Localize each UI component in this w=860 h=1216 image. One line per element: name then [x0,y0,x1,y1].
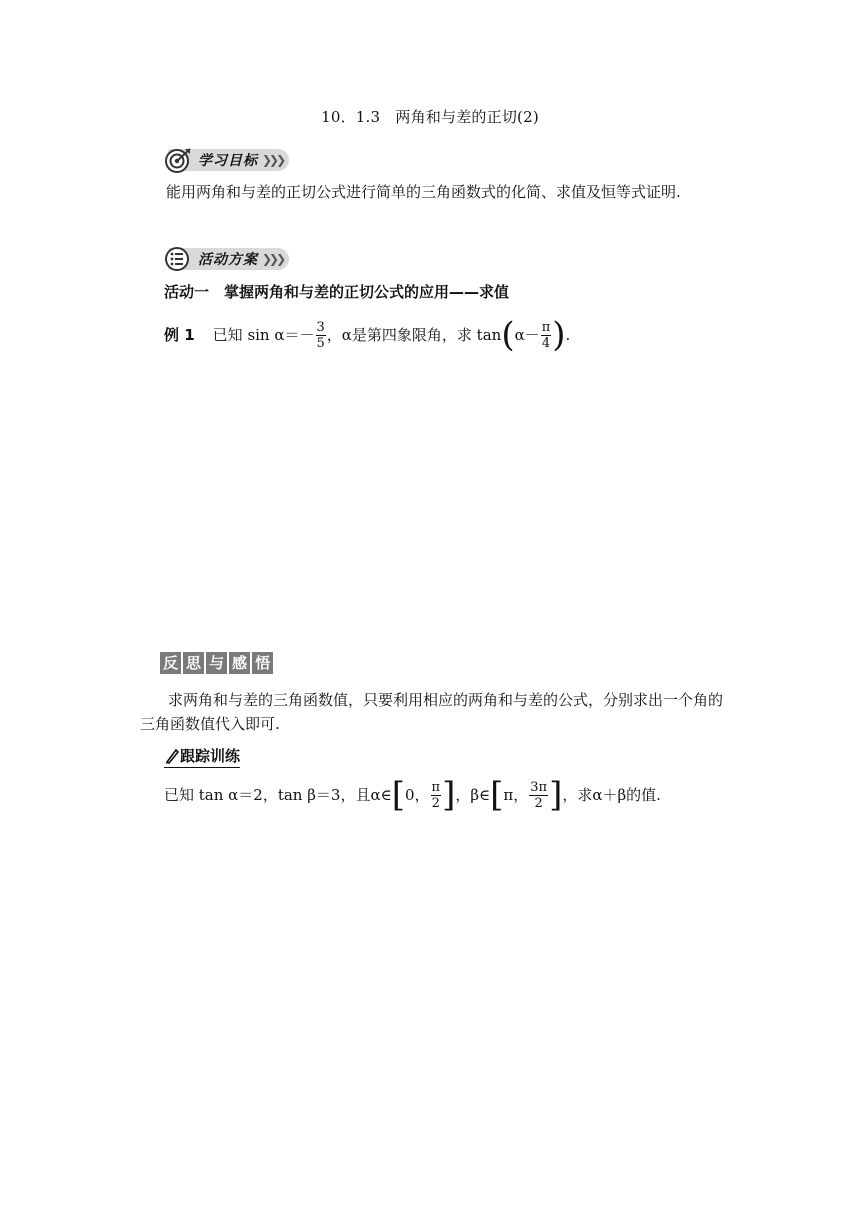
section-banner-activities [164,245,289,273]
example-text: 已知 sin α＝－ [212,326,315,344]
target-icon [164,146,194,174]
section-label: 活动方案 [198,252,258,268]
interval: [ 0， $\frac{\pi}{2}$ ] [391,775,456,815]
example-text: ，α是第四象限角，求 tan [326,326,502,344]
pencil-icon [164,747,180,765]
list-icon [164,245,194,273]
parenthesized-expr: ( α－ $\frac{\pi}{4}$ ) [501,315,566,355]
activity-heading: 活动一 掌握两角和与差的正切公式的应用——求值 [164,283,510,301]
interval: [ π， $\frac{3\pi}{2}$ ] [490,775,563,815]
page-title: 10．1.3 两角和与差的正切(2) [321,108,539,126]
chevron-right-icon: ❯❯❯ [262,153,284,167]
example-label: 例 1 [164,326,195,344]
reflection-banner: 反 思 与 感 悟 [160,652,273,674]
trace-heading: 跟踪训练 [164,745,240,769]
example-1: 例 1 已知 sin α＝－ $\frac{3}{5}$ ，α是第四象限角，求 tan ( α－ $\frac{\pi}{4}$ ) . [164,315,571,355]
chevron-right-icon: ❯❯❯ [262,252,284,266]
reflection-text: 求两角和与差的三角函数值，只要利用相应的两角和与差的公式，分别求出一个角的三角函数值代入即可. [140,691,724,733]
section-label: 学习目标 [198,153,258,169]
exercise: 已知 tan α＝2，tan β＝3，且α∈ [ 0， $\frac{\pi}{2}$ ] ，β∈ [ π， $\frac{3\pi}{2}$ ] ，求α＋β的值. [164,775,661,815]
section-banner-objectives [164,146,289,174]
objective-text: 能用两角和与差的正切公式进行简单的三角函数式的化简、求值及恒等式证明. [166,183,681,201]
fraction: $\frac{3}{5}$ [316,319,325,351]
